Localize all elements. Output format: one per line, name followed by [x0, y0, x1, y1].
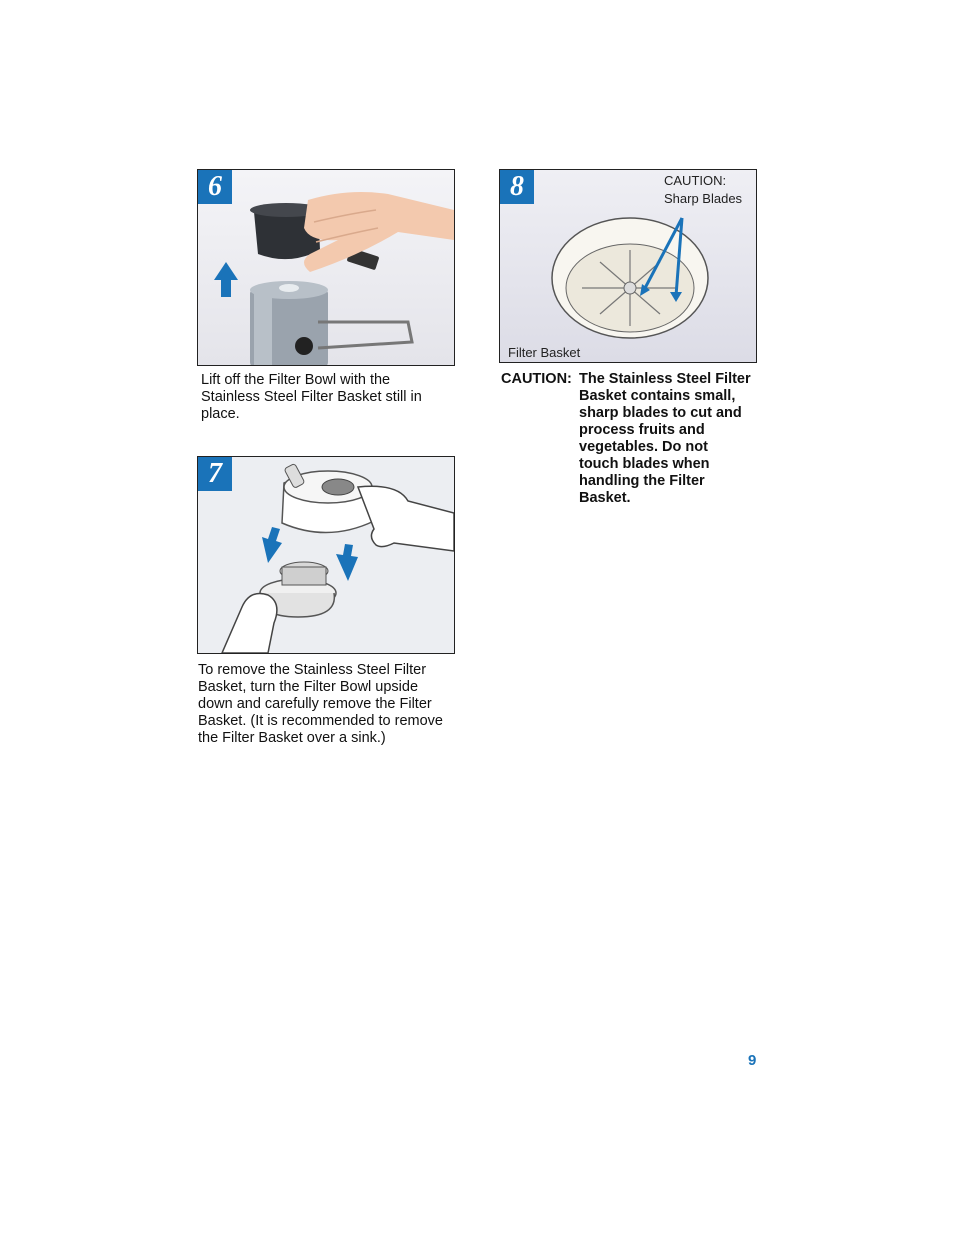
step-7-illustration [197, 456, 455, 654]
caution-text: The Stainless Steel Filter Basket contains small, sharp blades to cut and process fruits and vegetables. Do not touch blades when handling the Filter Basket. [579, 371, 751, 506]
step-number-badge: 7 [198, 457, 232, 491]
caution-label-line2: Sharp Blades [664, 191, 743, 206]
step-8-illustration [499, 169, 757, 363]
step-number-badge: 8 [500, 170, 534, 204]
remove-filter-basket-illustration [198, 457, 454, 653]
page-number: 9 [748, 1052, 757, 1069]
up-arrow-icon [214, 262, 238, 297]
step-7-caption: To remove the Stainless Steel Filter Basket, turn the Filter Bowl upside down and carefully remove the Filter Basket. (It is recommended to remove the Filter Basket over a sink.) [198, 662, 443, 746]
caution-label-line1: CAUTION: [664, 173, 727, 188]
down-arrow-icon [262, 527, 282, 563]
step-6-illustration [197, 169, 455, 366]
down-arrow-icon [336, 544, 358, 581]
juicer-lift-illustration [198, 170, 454, 365]
step-number-badge: 6 [198, 170, 232, 204]
filter-basket-label: Filter Basket [508, 345, 581, 360]
step-6-caption: Lift off the Filter Bowl with the Stainless Steel Filter Basket still in place. [201, 372, 422, 422]
caution-heading: CAUTION: [501, 371, 572, 387]
